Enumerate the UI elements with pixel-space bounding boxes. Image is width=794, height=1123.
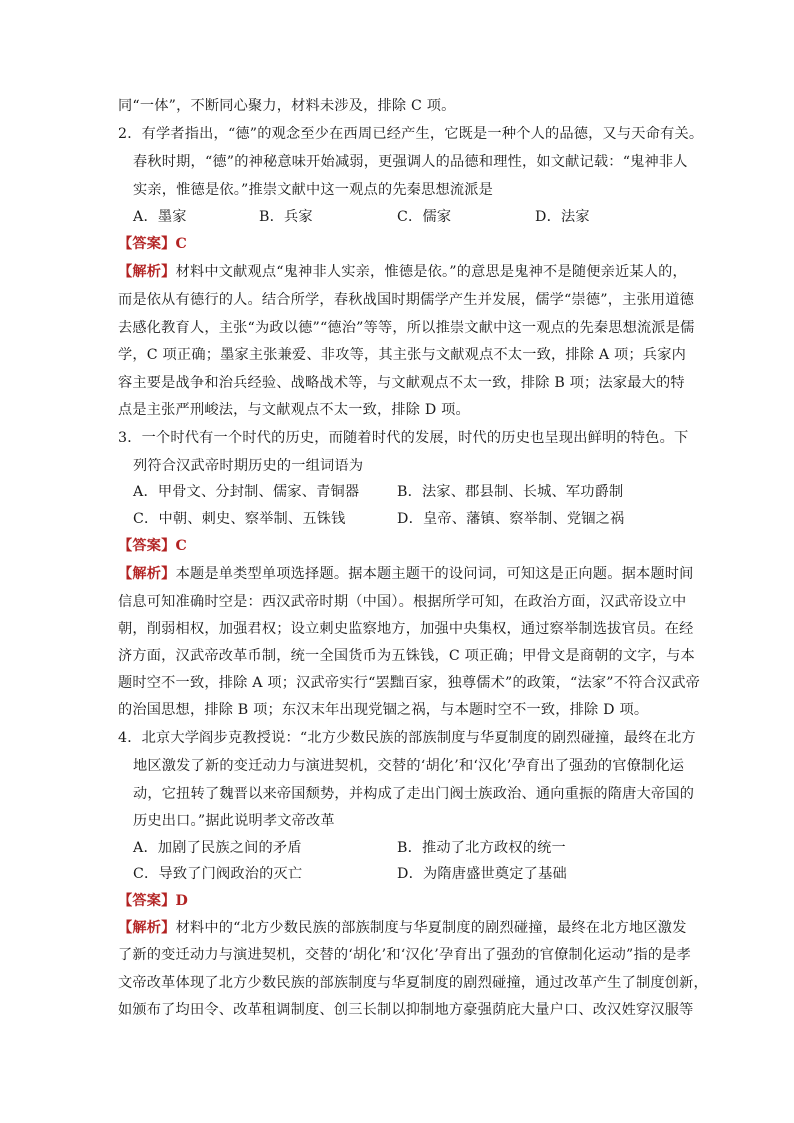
option-a: A．加剧了民族之间的矛盾	[133, 840, 302, 856]
analysis-text: 材料中的“北方少数民族的部族制度与华夏制度的剧烈碰撞，最终在北方地区激发	[175, 920, 687, 936]
option-a: A．墨家	[133, 209, 187, 225]
option-d: D．法家	[535, 209, 590, 225]
option-d: D．皇帝、藩镇、察举制、党锢之祸	[397, 511, 625, 527]
analysis-label: 【解析】	[118, 264, 176, 280]
option-d: D．为隋唐盛世奠定了基础	[397, 866, 567, 882]
question-3-stem: 列符合汉武帝时期历史的一组词语为	[133, 458, 364, 474]
analysis-text: 的治国思想，排除 B 项；东汉末年出现党锢之祸，与本题时空不一致，排除 D 项。	[118, 702, 649, 718]
analysis-text: 如颁布了均田令、改革租调制度、创三长制以抑制地方豪强荫庇大量户口、改汉姓穿汉服等	[118, 1002, 694, 1018]
analysis-label: 【解析】	[118, 566, 176, 582]
option-a: A．甲骨文、分封制、儒家、青铜器	[133, 484, 360, 500]
analysis-text: 点是主张严刑峻法，与文献观点不太一致，排除 D 项。	[118, 402, 470, 418]
option-b: B．兵家	[259, 209, 313, 225]
option-c: C．儒家	[397, 209, 452, 225]
question-2-stem: 春秋时期，“德”的神秘意味开始减弱，更强调人的品德和理性，如文献记载：“鬼神非人	[133, 154, 688, 170]
option-b: B．法家、郡县制、长城、军功爵制	[397, 484, 624, 500]
analysis-text: 文帝改革体现了北方少数民族的部族制度与华夏制度的剧烈碰撞，通过改革产生了制度创新，	[118, 975, 708, 991]
analysis-text: 了新的变迁动力与演进契机，交替的‘胡化’和‘汉化’孕育出了强劲的官僚制化运动”指的是孝	[118, 947, 692, 963]
analysis-label: 【解析】	[118, 920, 176, 936]
question-4-stem: 历史出口。”据此说明孝文帝改革	[133, 813, 335, 829]
question-4-stem: 4．北京大学阎步克教授说：“北方少数民族的部族制度与华夏制度的剧烈碰撞，最终在北方	[118, 730, 696, 746]
text-line: 同“一体”，不断同心聚力，材料未涉及，排除 C 项。	[118, 98, 456, 114]
question-4-stem: 动，它扭转了魏晋以来帝国颓势，并构成了走出门阀士族政治、通向重振的隋唐大帝国的	[133, 786, 695, 802]
analysis-text: 信息可知准确时空是：西汉武帝时期（中国）。根据所学可知，在政治方面，汉武帝设立中	[118, 594, 687, 610]
question-2-stem: 实亲，惟德是依。”推崇文献中这一观点的先秦思想流派是	[133, 182, 494, 198]
question-3-stem: 3．一个时代有一个时代的历史，而随着时代的发展，时代的历史也呈现出鲜明的特色。下	[118, 430, 689, 446]
option-c: C．导致了门阀政治的灭亡	[133, 866, 303, 882]
question-2-stem: 2．有学者指出，“德”的观念至少在西周已经产生，它既是一种个人的品德，又与天命有关。	[118, 126, 704, 142]
answer-label: 【答案】C	[118, 236, 188, 252]
analysis-text: 去感化教育人，主张“为政以德”“德治”等等，所以推崇文献中这一观点的先秦思想流派是儒	[118, 320, 695, 336]
analysis-text: 容主要是战争和治兵经验、战略战术等，与文献观点不太一致，排除 B 项；法家最大的特	[118, 375, 685, 391]
analysis-text: 本题是单类型单项选择题。据本题主题干的设问词，可知这是正向题。据本题时间	[175, 566, 694, 582]
analysis-text: 题时空不一致，排除 A 项；汉武帝实行“罢黜百家，独尊儒术”的政策，“法家”不符合汉武帝	[118, 675, 701, 691]
answer-label: 【答案】C	[118, 538, 188, 554]
analysis-text: 朝，削弱相权，加强君权；设立刺史监察地方，加强中央集权，通过察举制选拔官员。在经	[118, 621, 694, 637]
question-4-stem: 地区激发了新的变迁动力与演进契机，交替的‘胡化’和‘汉化’孕育出了强劲的官僚制化运	[133, 758, 685, 774]
option-b: B．推动了北方政权的统一	[397, 840, 566, 856]
answer-label: 【答案】D	[118, 893, 189, 909]
analysis-text: 而是依从有德行的人。结合所学，春秋战国时期儒学产生并发展，儒学“崇德”，主张用道德	[118, 292, 695, 308]
analysis-text: 材料中文献观点“鬼神非人实亲，惟德是依。”的意思是鬼神不是随便亲近某人的，	[175, 264, 687, 280]
analysis-text: 济方面，汉武帝改革币制，统一全国货币为五铢钱，C 项正确；甲骨文是商朝的文字，与本	[118, 648, 695, 664]
analysis-text: 学，C 项正确；墨家主张兼爱、非攻等，其主张与文献观点不太一致，排除 A 项；兵家内	[118, 347, 686, 363]
option-c: C．中朝、刺史、察举制、五铢钱	[133, 511, 346, 527]
